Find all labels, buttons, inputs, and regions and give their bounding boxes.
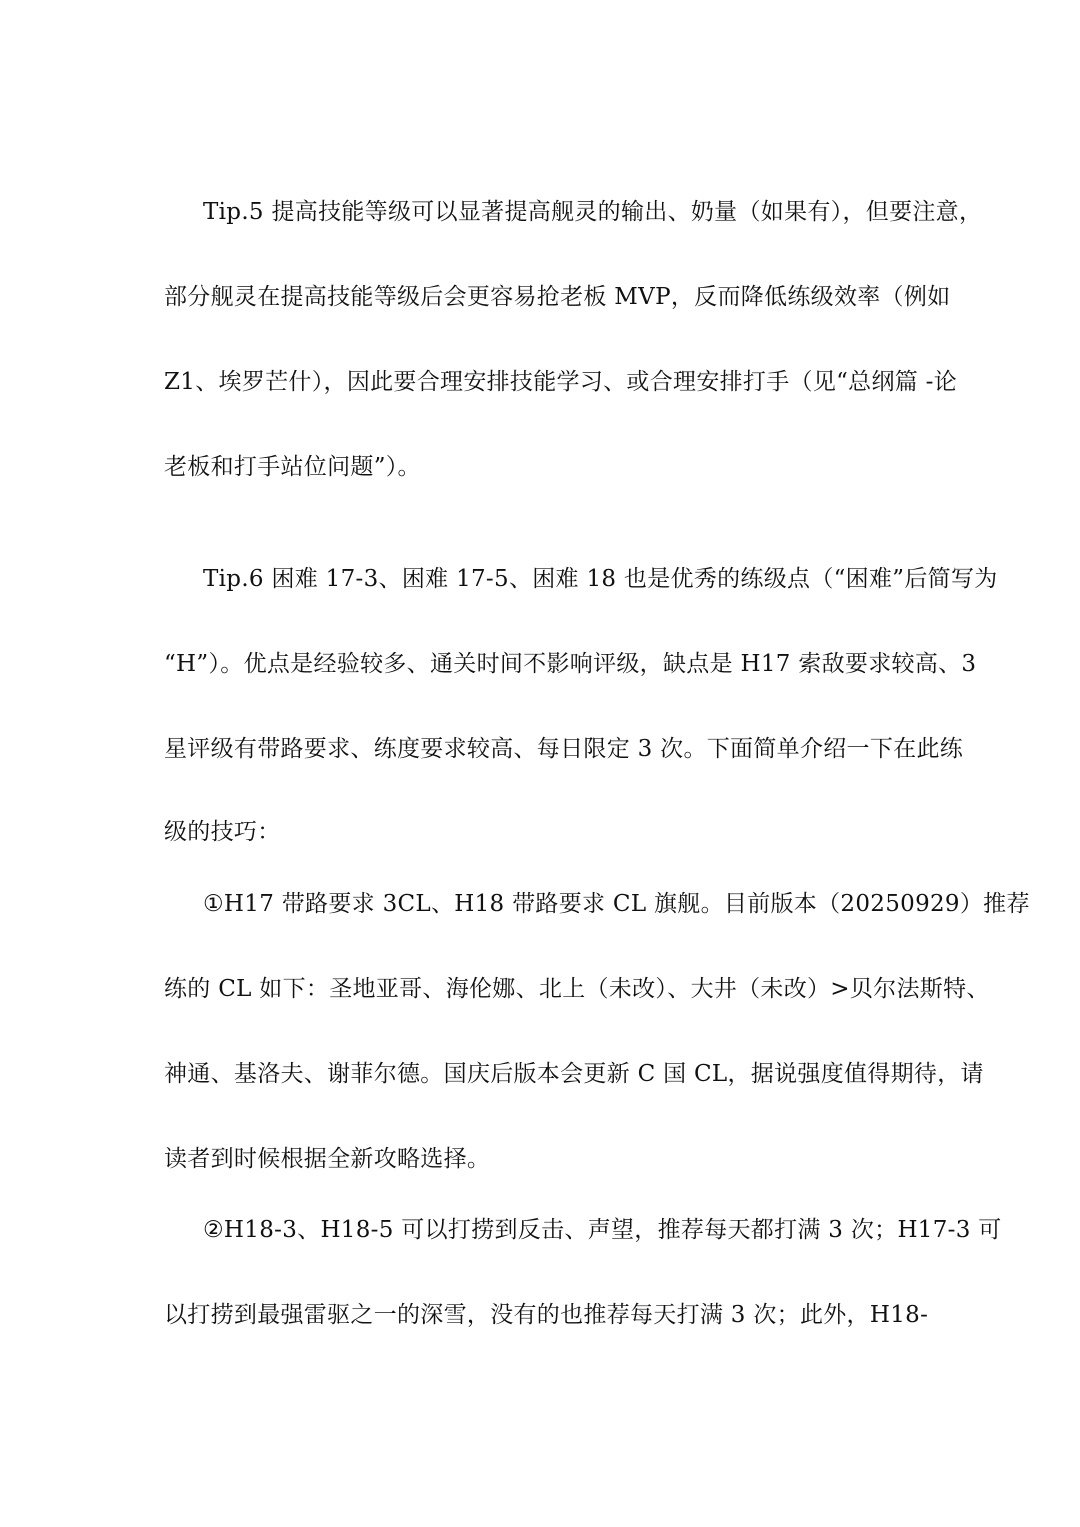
tip6-line-2: “H”）。优点是经验较多、通关时间不影响评级，缺点是 H17 索敌要求较高、3 — [164, 651, 977, 677]
item2-line-2: 以打捞到最强雷驱之一的深雪，没有的也推荐每天打满 3 次；此外，H18- — [164, 1302, 929, 1328]
tip5-line-3: Z1、埃罗芒什），因此要合理安排技能学习、或合理安排打手（见“总纲篇 -论 — [164, 369, 958, 395]
tip6-line-1: Tip.6 困难 17-3、困难 17-5、困难 18 也是优秀的练级点（“困难”后简写为 — [203, 566, 998, 592]
tip5-line-1: Tip.5 提高技能等级可以显著提高舰灵的输出、奶量（如果有），但要注意， — [203, 199, 983, 225]
item1-line-1: ①H17 带路要求 3CL、H18 带路要求 CL 旗舰。目前版本（20250929）推荐 — [203, 891, 1030, 917]
tip6-line-3: 星评级有带路要求、练度要求较高、每日限定 3 次。下面简单介绍一下在此练 — [164, 736, 964, 762]
tip5-line-2: 部分舰灵在提高技能等级后会更容易抢老板 MVP，反而降低练级效率（例如 — [164, 284, 951, 310]
item1-line-4: 读者到时候根据全新攻略选择。 — [164, 1146, 491, 1172]
item1-line-3: 神通、基洛夫、谢菲尔德。国庆后版本会更新 C 国 CL，据说强度值得期待，请 — [164, 1061, 984, 1087]
tip6-line-4: 级的技巧： — [164, 819, 281, 845]
item2-line-1: ②H18-3、H18-5 可以打捞到反击、声望，推荐每天都打满 3 次；H17-3 可 — [203, 1217, 1002, 1243]
item1-line-2: 练的 CL 如下：圣地亚哥、海伦娜、北上（未改）、大井（未改）>贝尔法斯特、 — [164, 976, 990, 1002]
tip5-line-4: 老板和打手站位问题”）。 — [164, 454, 421, 480]
